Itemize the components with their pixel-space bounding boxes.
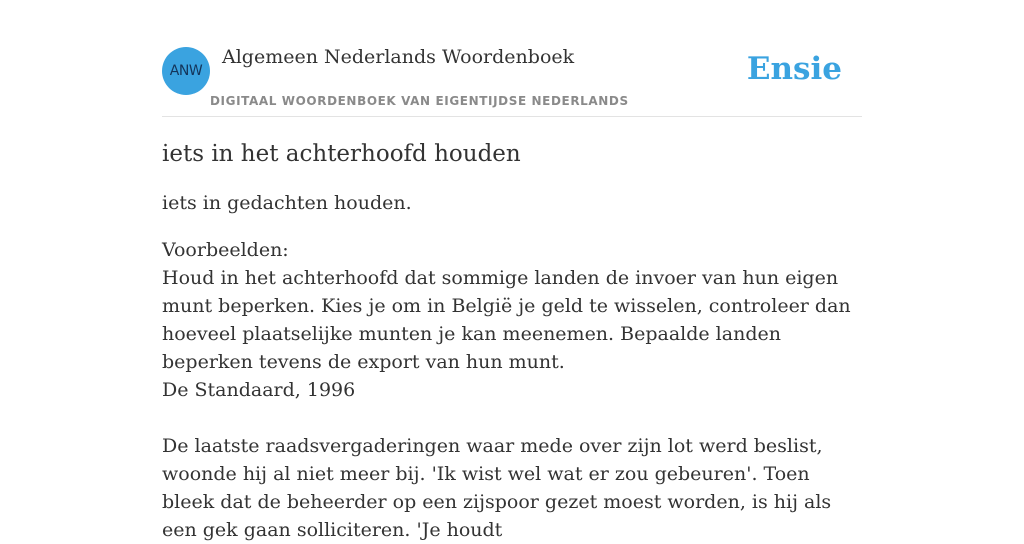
ensie-logo[interactable]: Ensie xyxy=(746,51,842,87)
example-text: De laatste raadsvergaderingen waar mede over zijn lot werd beslist, woonde hij al niet meer bij. 'Ik wist wel wat er zou gebeuren'. Toen bleek dat de beheerder op een zijspoor gezet moest worden, is hij als een gek gaan solliciteren. 'Je houdt xyxy=(162,435,832,541)
entry-headword: iets in het achterhoofd houden xyxy=(162,141,521,167)
site-header xyxy=(162,40,862,117)
site-tagline: DIGITAAL WOORDENBOEK VAN EIGENTIJDSE NEDERLANDS xyxy=(210,94,629,108)
examples-label: Voorbeelden: xyxy=(162,239,289,261)
example-divider xyxy=(162,404,866,432)
entry-definition: iets in gedachten houden. xyxy=(162,192,412,214)
anw-logo[interactable]: ANW xyxy=(162,47,210,95)
example-source: De Standaard, 1996 xyxy=(162,379,356,401)
example-text: Houd in het achterhoofd dat sommige landen de invoer van hun eigen munt beperken. Kies je om in België je geld te wisselen, controleer dan hoeveel plaatselijke munten je kan meenemen. Bepaalde landen beperken tevens de export van hun munt. xyxy=(162,267,851,373)
examples-section xyxy=(162,236,866,544)
site-title[interactable]: Algemeen Nederlands Woordenboek xyxy=(222,46,575,68)
entry-content xyxy=(162,138,866,544)
